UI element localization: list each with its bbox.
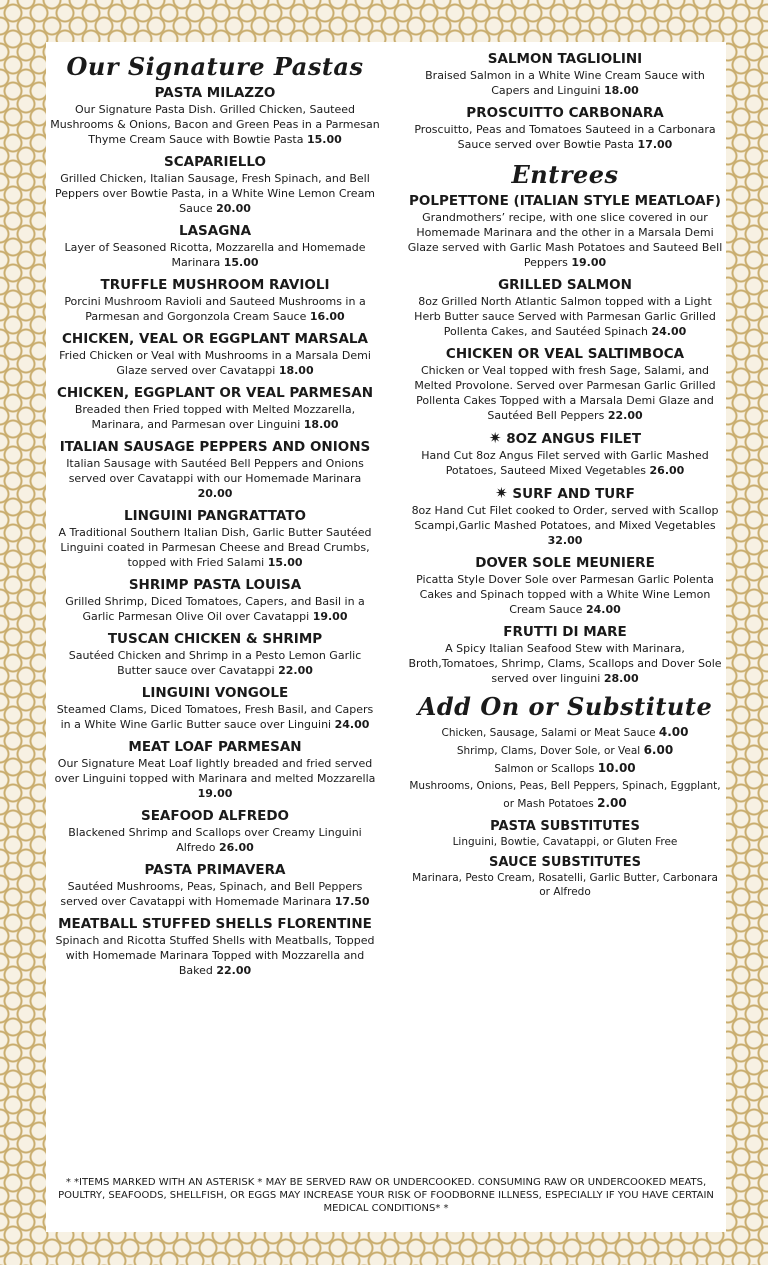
menu-item xyxy=(50,576,380,624)
item-price: 19.00 xyxy=(312,610,348,623)
item-name xyxy=(406,192,724,210)
substitute-group xyxy=(406,855,724,899)
substitute-options: Linguini, Bowtie, Cavatappi, or Gluten Free xyxy=(452,836,678,848)
item-description xyxy=(406,122,724,152)
item-name xyxy=(406,345,724,363)
item-description-text: Grandmothers’ recipe, with one slice covered in our Homemade Marinara and the other in a Marsala Demi Glaze served with Garlic Mash Potatoes and Sauteed Bell Peppers xyxy=(407,211,723,269)
item-price: 19.00 xyxy=(197,787,233,800)
item-name-text: 8OZ ANGUS FILET xyxy=(506,431,642,447)
addon-description: Shrimp, Clams, Dover Sole, or Veal xyxy=(456,745,641,757)
entree-list xyxy=(406,192,724,686)
item-description-text: Picatta Style Dover Sole over Parmesan Garlic Polenta Cakes and Spinach topped with a White Wine Lemon Cream Sauce xyxy=(416,573,714,616)
item-name xyxy=(406,50,724,68)
item-name xyxy=(50,576,380,594)
menu-item xyxy=(406,429,724,478)
item-description-text: Chicken or Veal topped with fresh Sage, Salami, and Melted Provolone. Served over Parmesan Garlic Grilled Pollenta Cakes Topped with a Marsala Demi Glaze and Sautéed Bell Peppers xyxy=(414,364,716,422)
item-name xyxy=(50,630,380,648)
item-description-text: A Traditional Southern Italian Dish, Garlic Butter Sautéed Linguini coated in Parmesan Cheese and Bread Crumbs, topped with Fried Salami xyxy=(58,526,372,569)
item-price: 17.00 xyxy=(637,138,673,151)
item-name-text: FRUTTI DI MARE xyxy=(503,624,627,640)
item-name xyxy=(50,438,380,456)
item-name xyxy=(406,429,724,448)
item-name xyxy=(50,507,380,525)
item-description xyxy=(406,503,724,548)
item-description xyxy=(406,448,724,478)
menu-item xyxy=(50,84,380,147)
menu-item xyxy=(406,50,724,98)
substitute-options: Marinara, Pesto Cream, Rosatelli, Garlic Butter, Carbonara or Alfredo xyxy=(412,872,718,898)
menu-item xyxy=(50,861,380,909)
item-name xyxy=(50,384,380,402)
item-price: 20.00 xyxy=(216,202,251,215)
addon-description: Salmon or Scallops xyxy=(494,763,595,775)
item-name-text: SURF AND TURF xyxy=(512,486,635,502)
menu-item xyxy=(50,222,380,270)
item-description-text: Fried Chicken or Veal with Mushrooms in a Marsala Demi Glaze served over Cavatappi xyxy=(59,349,371,377)
addon-item xyxy=(406,742,724,760)
addons-section-title: Add On or Substitute xyxy=(417,692,713,721)
item-name-text: SEAFOOD ALFREDO xyxy=(140,808,290,824)
item-description-text: Braised Salmon in a White Wine Cream Sauce with Capers and Linguini xyxy=(425,69,705,97)
item-description-text: Our Signature Pasta Dish. Grilled Chicken, Sauteed Mushrooms & Onions, Bacon and Green Peas in a Parmesan Thyme Cream Sauce with Bowtie Pasta xyxy=(50,103,380,146)
item-name xyxy=(50,807,380,825)
item-description xyxy=(50,933,380,978)
pasta-list xyxy=(50,84,380,978)
item-name xyxy=(406,104,724,122)
item-name xyxy=(406,484,724,503)
item-price: 26.00 xyxy=(649,464,685,477)
item-description xyxy=(50,240,380,270)
item-name xyxy=(50,222,380,240)
substitute-title: PASTA SUBSTITUTES xyxy=(490,819,640,834)
item-description xyxy=(50,825,380,855)
menu-item xyxy=(50,807,380,855)
item-description-text: Our Signature Meat Loaf lightly breaded and fried served over Linguini topped with Marinara and melted Mozzarella xyxy=(54,757,376,785)
item-price: 15.00 xyxy=(306,133,342,146)
item-price: 16.00 xyxy=(309,310,345,323)
entrees-section-title: Entrees xyxy=(511,160,619,189)
left-column xyxy=(50,52,380,984)
item-description-text: Grilled Shrimp, Diced Tomatoes, Capers, and Basil in a Garlic Parmesan Olive Oil over Cavatappi xyxy=(65,595,365,623)
item-price: 17.50 xyxy=(334,895,370,908)
item-price: 24.00 xyxy=(585,603,621,616)
item-name-text: CHICKEN OR VEAL SALTIMBOCA xyxy=(445,346,685,362)
item-name-text: ITALIAN SAUSAGE PEPPERS AND ONIONS xyxy=(59,439,371,455)
item-name xyxy=(50,276,380,294)
item-name-text: TUSCAN CHICKEN & SHRIMP xyxy=(107,631,323,647)
item-price: 18.00 xyxy=(303,418,339,431)
item-price: 15.00 xyxy=(267,556,303,569)
menu-panel xyxy=(46,42,726,1232)
item-name-text: TRUFFLE MUSHROOM RAVIOLI xyxy=(100,277,330,293)
item-name-text: POLPETTONE (ITALIAN STYLE MEATLOAF) xyxy=(409,193,721,209)
item-description xyxy=(50,171,380,216)
item-description xyxy=(50,456,380,501)
item-name-text: SHRIMP PASTA LOUISA xyxy=(128,577,302,593)
pastas-section-title: Our Signature Pastas xyxy=(66,52,364,81)
item-name xyxy=(50,684,380,702)
item-description xyxy=(50,525,380,570)
asterisk-icon: ✷ xyxy=(495,484,508,502)
substitute-group xyxy=(406,819,724,849)
item-name-text: CHICKEN, EGGPLANT OR VEAL PARMESAN xyxy=(56,385,374,401)
item-price: 18.00 xyxy=(604,84,639,97)
item-description xyxy=(406,363,724,423)
item-description xyxy=(50,879,380,909)
item-price: 18.00 xyxy=(278,364,314,377)
menu-item xyxy=(50,507,380,570)
item-price: 22.00 xyxy=(216,964,252,977)
menu-item xyxy=(50,630,380,678)
item-name xyxy=(406,554,724,572)
item-name-text: LASAGNA xyxy=(178,223,252,239)
addon-description: Chicken, Sausage, Salami or Meat Sauce xyxy=(441,727,656,739)
item-description-text: 8oz Hand Cut Filet cooked to Order, served with Scallop Scampi,Garlic Mashed Potatoes, and Mixed Vegetables xyxy=(411,504,719,532)
menu-item xyxy=(406,276,724,339)
menu-item xyxy=(406,345,724,423)
menu-item xyxy=(406,623,724,686)
item-name-text: PASTA MILAZZO xyxy=(154,85,276,101)
menu-item xyxy=(50,153,380,216)
item-price: 24.00 xyxy=(334,718,370,731)
item-price: 15.00 xyxy=(223,256,259,269)
item-description xyxy=(406,210,724,270)
menu-item xyxy=(406,484,724,548)
item-description-text: Hand Cut 8oz Angus Filet served with Garlic Mashed Potatoes, Sauteed Mixed Vegetables xyxy=(421,449,709,477)
item-description xyxy=(50,402,380,432)
item-name-text: LINGUINI PANGRATTATO xyxy=(123,508,307,524)
substitute-title: SAUCE SUBSTITUTES xyxy=(489,855,641,870)
item-name-text: CHICKEN, VEAL OR EGGPLANT MARSALA xyxy=(62,331,368,347)
item-price: 22.00 xyxy=(607,409,643,422)
item-description xyxy=(50,756,380,801)
item-name-text: DOVER SOLE MEUNIERE xyxy=(475,555,655,571)
menu-item xyxy=(406,192,724,270)
right-column xyxy=(406,50,724,905)
item-name-text: SALMON TAGLIOLINI xyxy=(487,51,643,67)
item-name xyxy=(50,861,380,879)
item-description xyxy=(50,294,380,324)
item-description xyxy=(50,702,380,732)
item-description-text: Steamed Clams, Diced Tomatoes, Fresh Basil, and Capers in a White Wine Garlic Butter sauce over Linguini xyxy=(56,703,374,731)
item-description-text: 8oz Grilled North Atlantic Salmon topped with a Light Herb Butter sauce Served with Parmesan Garlic Grilled Pollenta Cakes, and Sautéed Spinach xyxy=(414,295,716,338)
menu-item xyxy=(50,330,380,378)
item-price: 32.00 xyxy=(547,534,583,547)
item-description-text: Proscuitto, Peas and Tomatoes Sauteed in a Carbonara Sauce served over Bowtie Pasta xyxy=(414,123,716,151)
item-name xyxy=(50,738,380,756)
item-description xyxy=(50,594,380,624)
item-price: 24.00 xyxy=(651,325,687,338)
substitute-list xyxy=(406,819,724,899)
item-name xyxy=(50,153,380,171)
item-price: 19.00 xyxy=(571,256,607,269)
item-description-text: Porcini Mushroom Ravioli and Sauteed Mushrooms in a Parmesan and Gorgonzola Cream Sauce xyxy=(64,295,366,323)
item-name xyxy=(50,915,380,933)
item-description xyxy=(50,102,380,147)
item-description-text: Spinach and Ricotta Stuffed Shells with Meatballs, Topped with Homemade Marinara Topped with Mozzarella and Baked xyxy=(55,934,375,977)
item-description xyxy=(406,294,724,339)
addon-price: 4.00 xyxy=(658,725,689,739)
item-name-text: MEATBALL STUFFED SHELLS FLORENTINE xyxy=(58,916,372,932)
menu-item xyxy=(50,684,380,732)
addon-list xyxy=(406,724,724,813)
addon-price: 2.00 xyxy=(597,796,627,810)
item-description-text: Sautéed Chicken and Shrimp in a Pesto Lemon Garlic Butter sauce over Cavatappi xyxy=(68,649,362,677)
item-price: 26.00 xyxy=(218,841,254,854)
item-description xyxy=(406,572,724,617)
pasta-right-list xyxy=(406,50,724,152)
addon-price: 10.00 xyxy=(597,761,636,775)
item-price: 20.00 xyxy=(197,487,233,500)
menu-item xyxy=(50,276,380,324)
item-name-text: SCAPARIELLO xyxy=(163,154,267,170)
item-description-text: Grilled Chicken, Italian Sausage, Fresh Spinach, and Bell Peppers over Bowtie Pasta, in a White Wine Lemon Cream Sauce xyxy=(54,172,376,215)
menu-item xyxy=(50,438,380,501)
item-name-text: PASTA PRIMAVERA xyxy=(144,862,286,878)
addon-description: Mushrooms, Onions, Peas, Bell Peppers, Spinach, Eggplant, or Mash Potatoes xyxy=(409,780,721,810)
item-name-text: GRILLED SALMON xyxy=(498,277,632,293)
item-description-text: Blackened Shrimp and Scallops over Creamy Linguini Alfredo xyxy=(68,826,362,854)
item-name-text: PROSCUITTO CARBONARA xyxy=(466,105,664,121)
addon-item xyxy=(406,760,724,778)
item-name-text: MEAT LOAF PARMESAN xyxy=(128,739,302,755)
menu-item xyxy=(406,554,724,617)
item-description-text: Breaded then Fried topped with Melted Mozzarella, Marinara, and Parmesan over Linguini xyxy=(74,403,356,431)
raw-food-disclaimer: * *ITEMS MARKED WITH AN ASTERISK * MAY BE SERVED RAW OR UNDERCOOKED. CONSUMING RAW OR UNDERCOOKED MEATS, POULTRY, SEAFOODS, SHELLFISH, OR EGGS MAY INCREASE YOUR RISK OF FOODBORNE ILLNESS, ESPECIALLY IF YOU HAVE CERTAIN MEDICAL CONDITIONS* * xyxy=(58,1177,714,1214)
addon-item xyxy=(406,778,724,813)
item-description xyxy=(406,68,724,98)
item-name xyxy=(406,623,724,641)
item-description-text: Sautéed Mushrooms, Peas, Spinach, and Bell Peppers served over Cavatappi with Homemade Marinara xyxy=(60,880,363,908)
item-description xyxy=(50,648,380,678)
item-name xyxy=(50,330,380,348)
menu-item xyxy=(50,384,380,432)
item-price: 22.00 xyxy=(278,664,313,677)
asterisk-icon: ✷ xyxy=(488,429,502,447)
item-description-text: Layer of Seasoned Ricotta, Mozzarella and Homemade Marinara xyxy=(64,241,366,269)
item-price: 28.00 xyxy=(603,672,639,685)
item-description-text: Italian Sausage with Sautéed Bell Peppers and Onions served over Cavatappi with our Homemade Marinara xyxy=(66,457,364,485)
item-description-text: A Spicy Italian Seafood Stew with Marinara, Broth,Tomatoes, Shrimp, Clams, Scallops and Dover Sole served over linguini xyxy=(408,642,722,685)
item-description xyxy=(406,641,724,686)
menu-item xyxy=(50,738,380,801)
addon-price: 6.00 xyxy=(643,743,674,757)
item-name xyxy=(50,84,380,102)
addon-item xyxy=(406,724,724,742)
menu-item xyxy=(406,104,724,152)
menu-item xyxy=(50,915,380,978)
item-name xyxy=(406,276,724,294)
item-name-text: LINGUINI VONGOLE xyxy=(141,685,289,701)
item-description xyxy=(50,348,380,378)
